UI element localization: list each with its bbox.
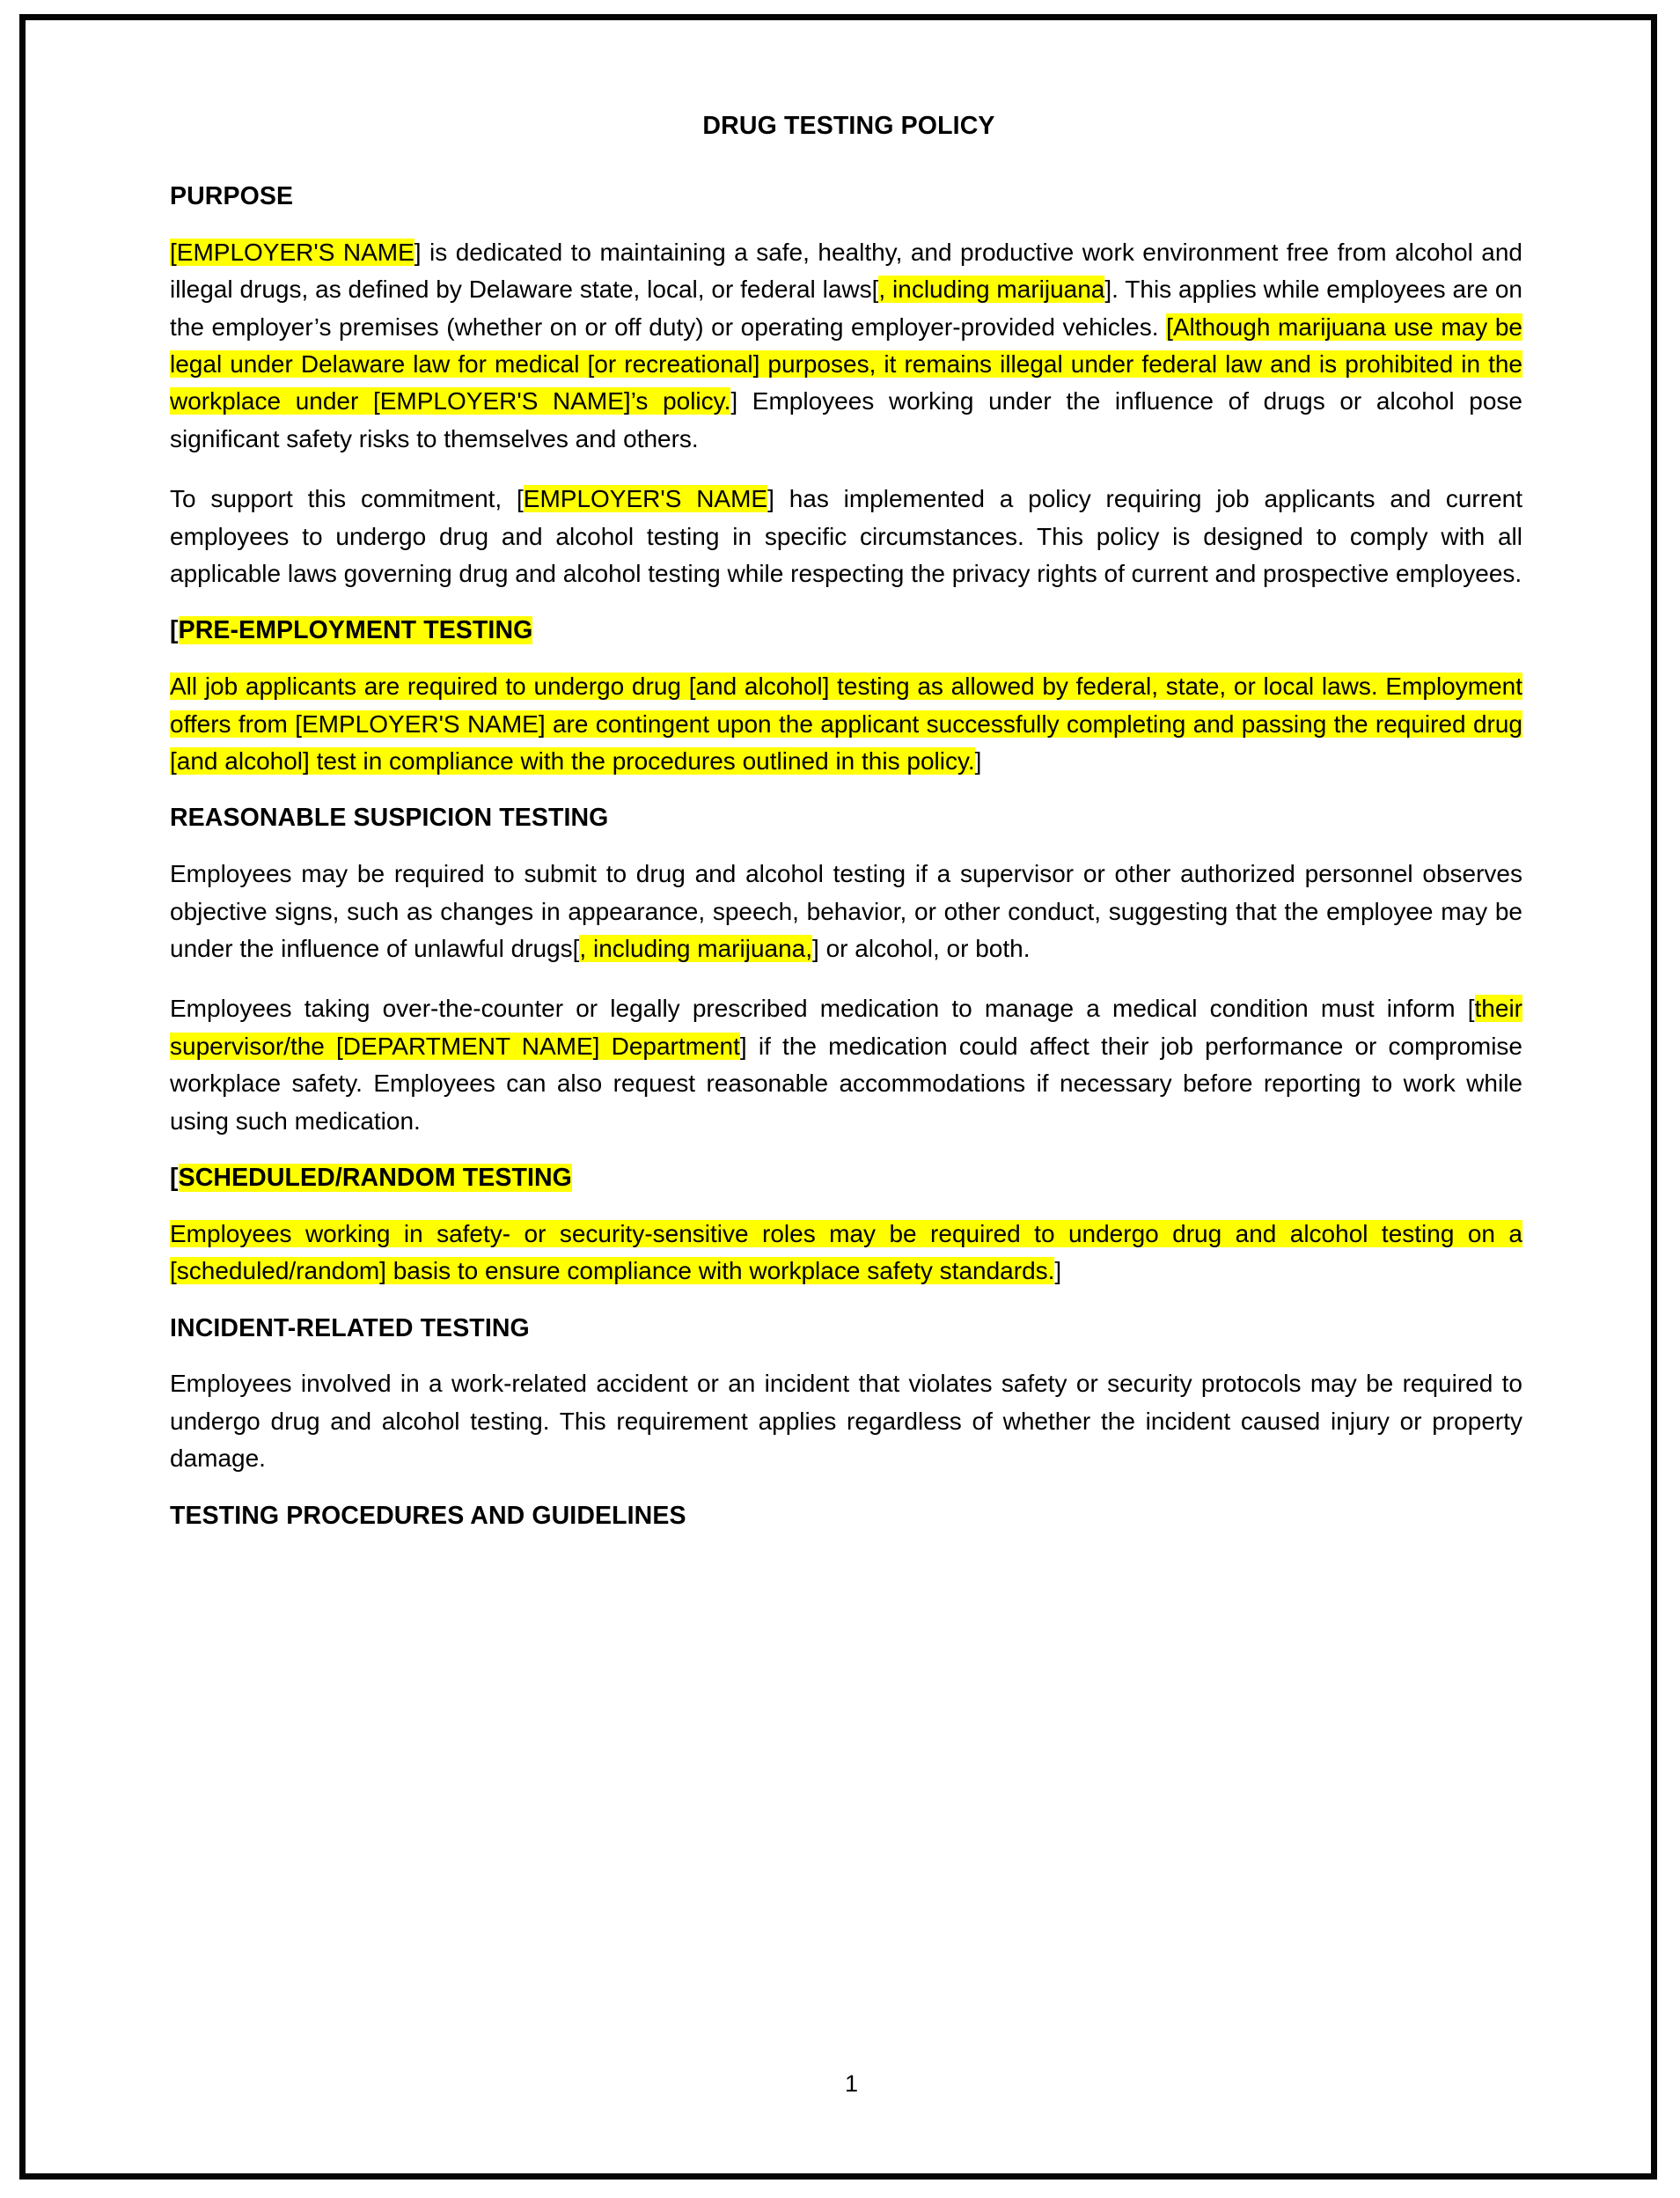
paragraph-incident-related: Employees involved in a work-related accident or an incident that violates safety or security protocols may be required to undergo drug and alcohol testing. This requirement applies regardless of whether the incident caused injury or property damage.	[170, 1370, 1522, 1473]
paragraph-purpose-1	[170, 234, 1522, 458]
highlight-pre-employment-body: All job applicants are required to undergo drug [and alcohol] testing as allowed by federal, state, or local laws. Employment offers from [EMPLOYER'S NAME] are contingent upon the applicant successfully completing and passing the required drug [and alcohol] test in compliance with the procedures outlined in this policy.	[170, 673, 1522, 775]
page-number: 1	[844, 2070, 859, 2097]
highlight-employer-name-2: EMPLOYER'S NAME	[523, 485, 768, 513]
bracket-close-scheduled-random: ]	[1054, 1257, 1062, 1285]
text-purpose-2a: To support this commitment, [	[170, 485, 524, 513]
text-purpose-1a: ] is dedicated to maintaining a safe, healthy, and productive work environment free from alcohol and illegal drugs, as defined by Delaware state, local, or federal laws[	[170, 238, 1522, 304]
highlight-including-marijuana-1: , including marijuana	[878, 276, 1105, 304]
text-reasonable-1b: ] or alcohol, or both.	[812, 934, 1031, 962]
bracket-open-pre-employment: [	[170, 616, 179, 645]
bracket-close-pre-employment: ]	[974, 747, 982, 775]
paragraph-reasonable-suspicion-2	[170, 990, 1522, 1140]
paragraph-purpose-2	[170, 481, 1522, 592]
paragraph-reasonable-suspicion-1	[170, 856, 1522, 967]
text-reasonable-2a: Employees taking over-the-counter or legally prescribed medication to manage a medical condition must inform [	[170, 995, 1475, 1023]
highlight-including-marijuana-2: , including marijuana,	[579, 934, 813, 962]
paragraph-pre-employment	[170, 668, 1522, 780]
document-title: DRUG TESTING POLICY	[702, 112, 995, 140]
highlight-scheduled-random-body: Employees working in safety- or security-sensitive roles may be required to undergo drug and alcohol testing on a [scheduled/random] basis to ensure compliance with workplace safety standards.	[170, 1219, 1522, 1285]
bracket-open-scheduled-random: [	[170, 1164, 179, 1193]
highlight-heading-scheduled-random: SCHEDULED/RANDOM TESTING	[178, 1164, 572, 1193]
highlight-employer-name-1: [EMPLOYER'S NAME	[170, 238, 414, 266]
heading-purpose: PURPOSE	[170, 182, 294, 210]
heading-testing-procedures-and-guidelines: TESTING PROCEDURES AND GUIDELINES	[170, 1501, 686, 1530]
heading-reasonable-suspicion-testing: REASONABLE SUSPICION TESTING	[170, 804, 609, 833]
highlight-marijuana-federal-clause: [Although marijuana use may be legal under Delaware law for medical [or recreational] purposes, it remains illegal under federal law and is prohibited in the workplace under [EMPLOYER'S NAME]’s policy.	[170, 312, 1522, 415]
text-reasonable-1a: Employees may be required to submit to drug and alcohol testing if a supervisor or other authorized personnel observes objective signs, such as changes in appearance, speech, behavior, or other conduct, suggesting that the employee may be under the influence of unlawful drugs[	[170, 860, 1522, 962]
text-purpose-2b: ] has implemented a policy requiring job applicants and current employees to undergo drug and alcohol testing in specific circumstances. This policy is designed to comply with all applicable laws governing drug and alcohol testing while respecting the privacy rights of current and prospective employees.	[170, 485, 1522, 588]
heading-scheduled-random-testing	[170, 1163, 1522, 1194]
highlight-department-name: their supervisor/the [DEPARTMENT NAME] Department	[170, 995, 1522, 1060]
highlight-heading-pre-employment: PRE-EMPLOYMENT TESTING	[178, 616, 533, 645]
text-purpose-1b: ]. This applies while employees are on the employer’s premises (whether on or off duty) or operating employer-provided vehicles.	[170, 276, 1523, 341]
heading-incident-related-testing: INCIDENT-RELATED TESTING	[170, 1313, 530, 1342]
text-purpose-1c: ] Employees working under the influence of drugs or alcohol pose significant safety risks to themselves and others.	[170, 387, 1522, 452]
text-reasonable-2b: ] if the medication could affect their job performance or compromise workplace safety. Employees can also request reasonable accommodations if necessary before reporting to work while using such medication.	[170, 1032, 1523, 1135]
paragraph-scheduled-random	[170, 1216, 1522, 1290]
document-page-frame	[19, 14, 1657, 2180]
heading-pre-employment-testing	[170, 615, 1522, 646]
document-content	[170, 112, 1522, 2128]
